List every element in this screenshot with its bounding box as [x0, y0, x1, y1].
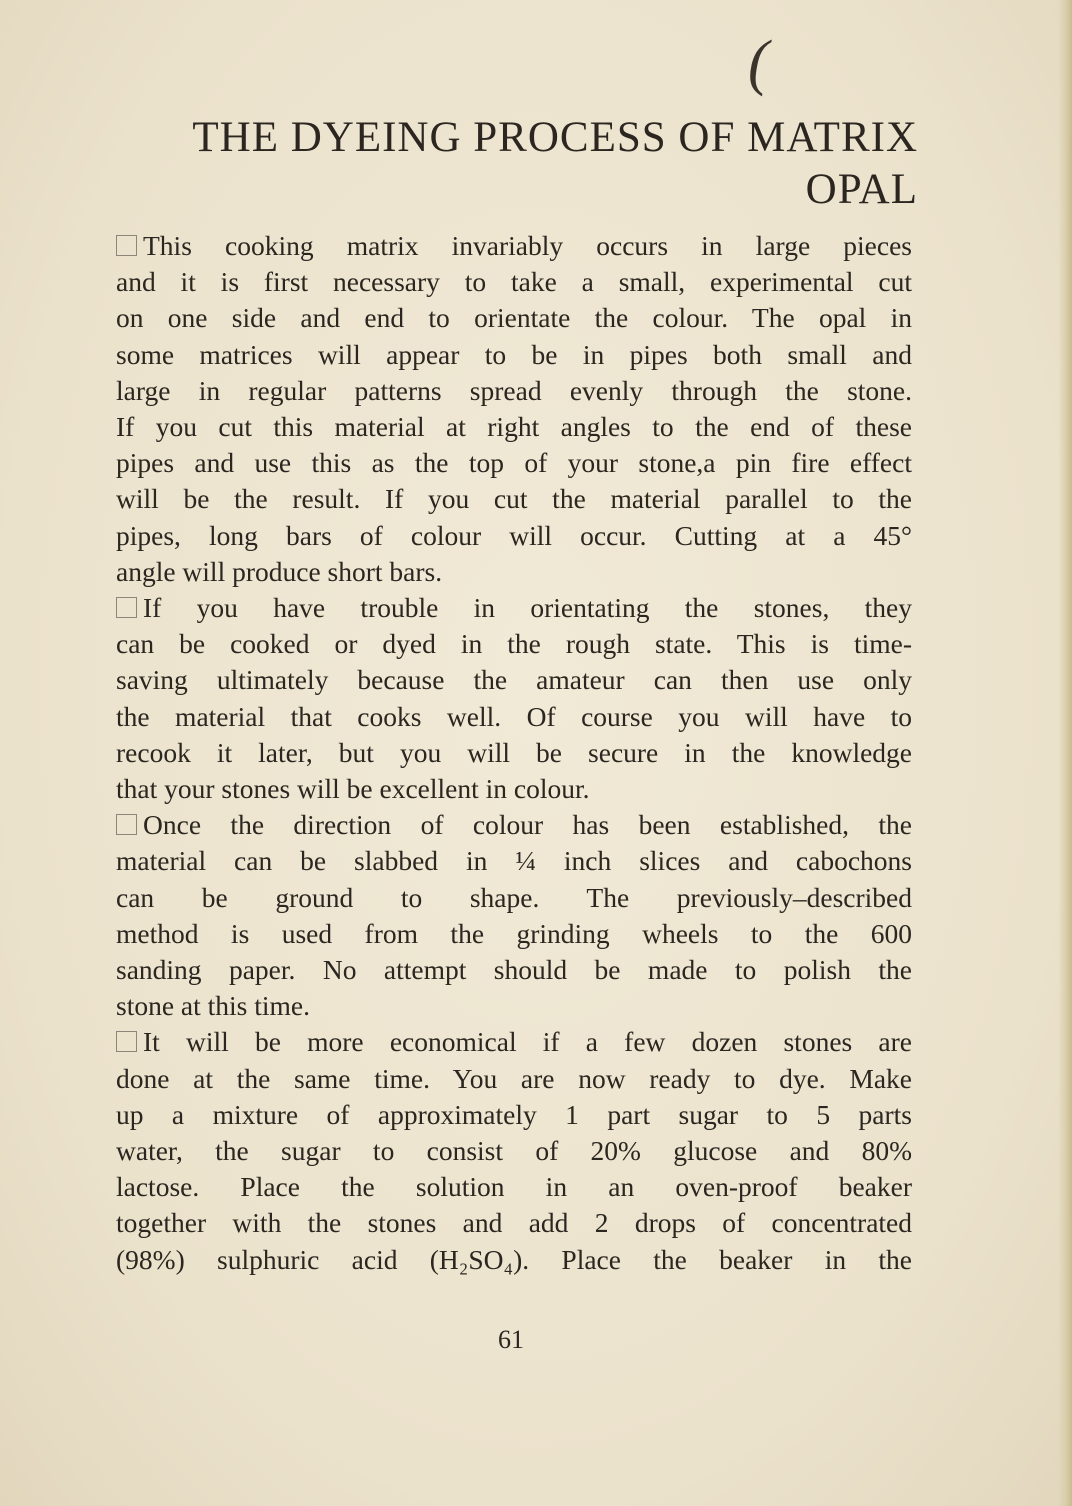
text-line: up a mixture of approximately 1 part sugar to 5 parts: [116, 1098, 912, 1130]
paragraph-box-icon: [116, 1031, 137, 1052]
line-text: If you have trouble in orientating the stones, they: [143, 592, 912, 624]
text-line: saving ultimately because the amateur can then use only: [116, 664, 912, 696]
line-text: Once the direction of colour has been established, the: [143, 809, 912, 841]
text-line: can be ground to shape. The previously–described: [116, 881, 912, 913]
text-line: done at the same time. You are now ready to dye. Make: [116, 1062, 912, 1094]
text-line: on one side and end to orientate the colour. The opal in: [116, 302, 912, 334]
text-line: [116, 1024, 912, 1060]
paragraph-3: [116, 807, 912, 1024]
chapter-title-line-1: THE DYEING PROCESS OF MATRIX: [192, 114, 918, 161]
text-line: pipes and use this as the top of your stone,a pin fire effect: [116, 447, 912, 479]
text-line: can be cooked or dyed in the rough state. This is time-: [116, 628, 912, 660]
text-line: material can be slabbed in ¼ inch slices and cabochons: [116, 845, 912, 877]
chapter-title-line-2: OPAL: [805, 166, 918, 213]
handwritten-mark: (: [748, 29, 769, 97]
text-line: will be the result. If you cut the material parallel to the: [116, 483, 912, 515]
text-line: angle will produce short bars.: [116, 555, 443, 587]
text-line: the material that cooks well. Of course you will have to: [116, 700, 912, 732]
paragraph-2: [116, 590, 912, 807]
text-line: pipes, long bars of colour will occur. Cutting at a 45°: [116, 519, 912, 551]
line-text: This cooking matrix invariably occurs in large pieces: [143, 230, 912, 261]
text-line: large in regular patterns spread evenly through the stone.: [116, 374, 912, 406]
paragraph-4: [116, 1024, 912, 1277]
page-number: 61: [498, 1325, 524, 1354]
text-line: [116, 807, 912, 843]
paragraph-box-icon: [116, 814, 137, 835]
paragraph-box-icon: [116, 597, 137, 618]
text-line: recook it later, but you will be secure in the knowledge: [116, 736, 912, 768]
text-line: and it is first necessary to take a small, experimental cut: [116, 266, 912, 298]
text-line: that your stones will be excellent in colour.: [116, 773, 590, 805]
text-line: sanding paper. No attempt should be made to polish the: [116, 954, 912, 986]
paragraph-box-icon: [116, 235, 137, 256]
text-line: lactose. Place the solution in an oven-proof beaker: [116, 1171, 912, 1203]
body-text: [116, 228, 912, 1278]
text-line: [116, 590, 912, 626]
page-edge: [1058, 0, 1072, 1506]
text-line: water, the sugar to consist of 20% glucose and 80%: [116, 1135, 912, 1167]
text-line: method is used from the grinding wheels to the 600: [116, 917, 912, 949]
text-line: some matrices will appear to be in pipes both small and: [116, 338, 912, 370]
text-line: (98%) sulphuric acid (H₂SO₄). Place the beaker in the: [116, 1243, 912, 1275]
line-text: It will be more economical if a few dozen stones are: [143, 1026, 912, 1058]
chapter-title: [118, 112, 918, 216]
text-line: If you cut this material at right angles to the end of these: [116, 411, 912, 443]
text-line: together with the stones and add 2 drops of concentrated: [116, 1207, 912, 1239]
paragraph-1: [116, 228, 912, 590]
text-line: [116, 228, 912, 264]
text-line: stone at this time.: [116, 990, 311, 1022]
